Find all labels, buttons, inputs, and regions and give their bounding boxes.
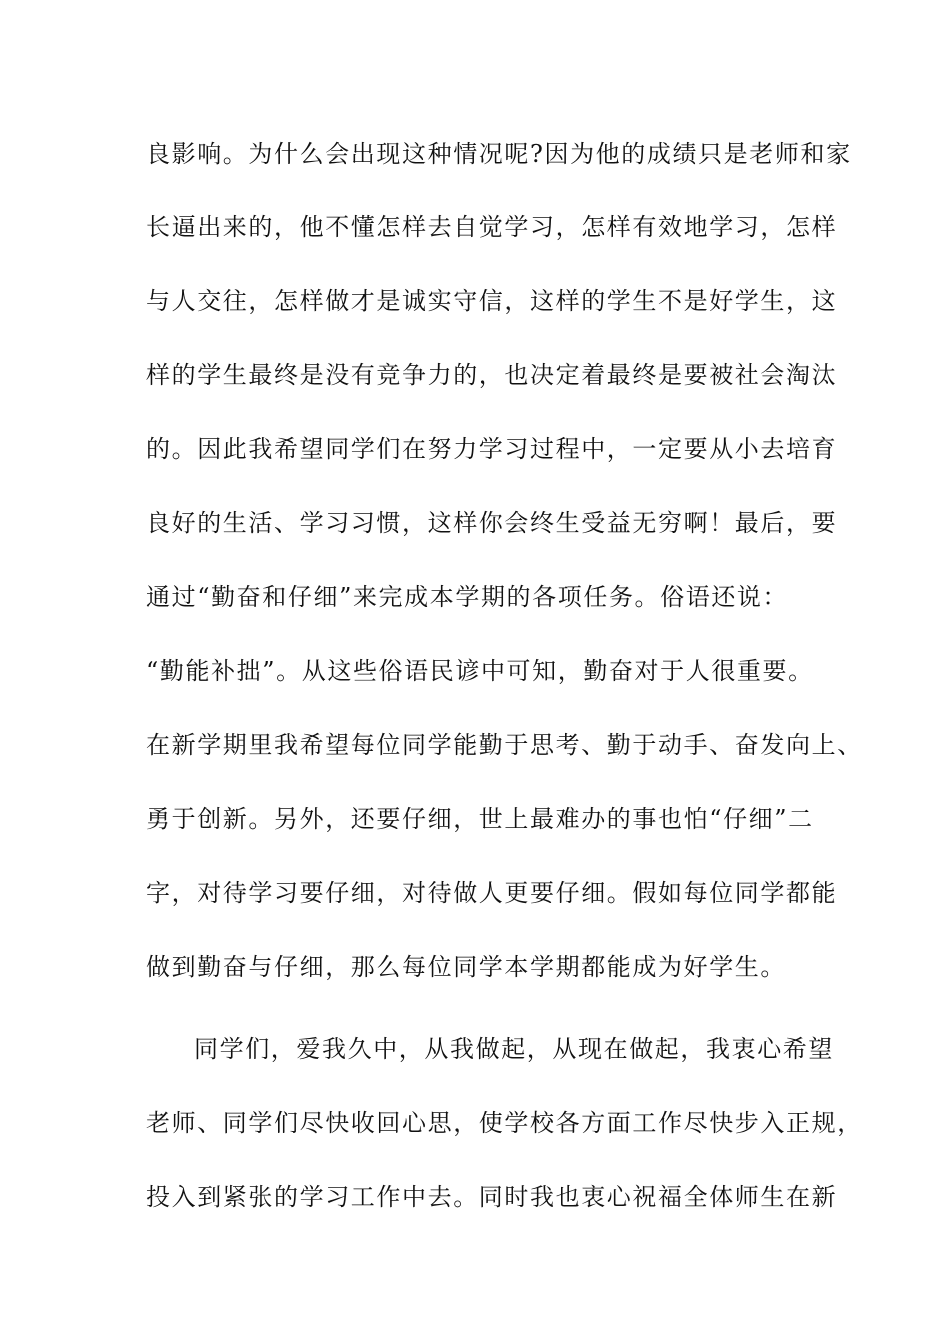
text-line-4: 样的学生最终是没有竞争力的，也决定着最终是要被社会淘汰	[146, 361, 838, 389]
text-line-14: 老师、同学们尽快收回心思，使学校各方面工作尽快步入正规，	[146, 1109, 863, 1137]
text-line-2: 长逼出来的，他不懂怎样去自觉学习，怎样有效地学习，怎样	[146, 213, 838, 241]
text-line-7: 通过“勤奋和仔细”来完成本学期的各项任务。俗语还说：	[146, 583, 789, 611]
text-line-3: 与人交往，怎样做才是诚实守信，这样的学生不是好学生，这	[146, 287, 838, 315]
text-line-5: 的。因此我希望同学们在努力学习过程中，一定要从小去培育	[146, 435, 838, 463]
text-line-8: “勤能补拙”。从这些俗语民谚中可知，勤奋对于人很重要。	[146, 657, 814, 685]
text-line-9: 在新学期里我希望每位同学能勤于思考、勤于动手、奋发向上、	[146, 731, 863, 759]
text-line-6: 良好的生活、学习习惯，这样你会终生受益无穷啊！最后，要	[146, 509, 838, 537]
text-line-12: 做到勤奋与仔细，那么每位同学本学期都能成为好学生。	[146, 953, 786, 981]
text-line-15: 投入到紧张的学习工作中去。同时我也衷心祝福全体师生在新	[146, 1183, 838, 1211]
text-line-11: 字，对待学习要仔细，对待做人更要仔细。假如每位同学都能	[146, 879, 838, 907]
text-line-10: 勇于创新。另外，还要仔细，世上最难办的事也怕“仔细”二	[146, 805, 814, 833]
text-line-13: 同学们，爱我久中，从我做起，从现在做起，我衷心希望	[194, 1035, 834, 1063]
text-line-1: 良影响。为什么会出现这种情况呢?因为他的成绩只是老师和家	[146, 140, 852, 168]
